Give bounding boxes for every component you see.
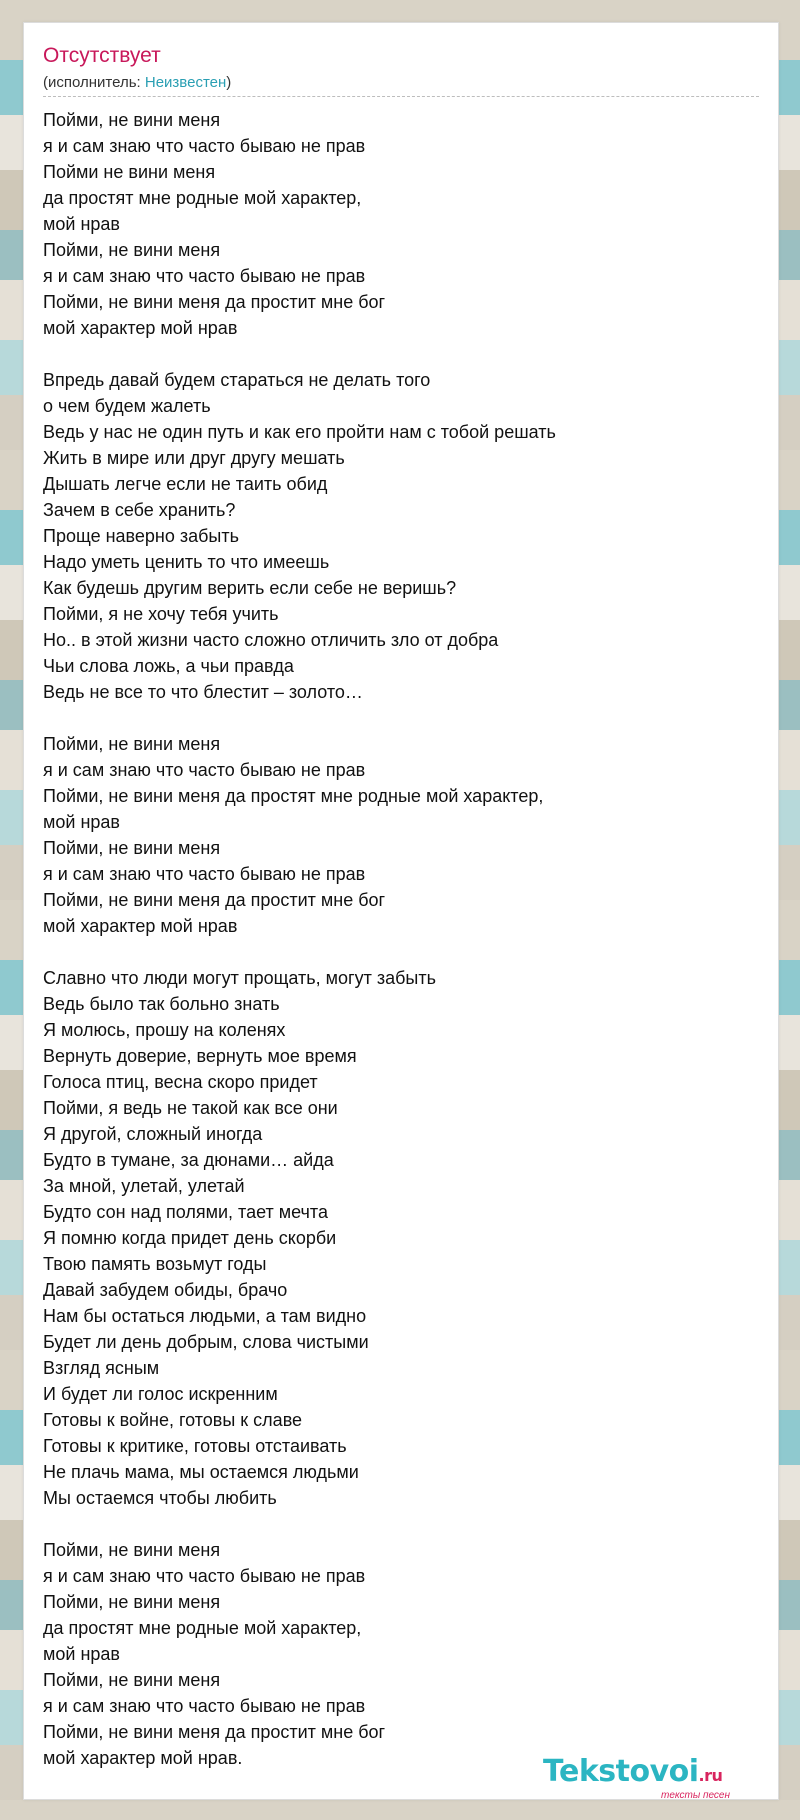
stanza-break [43,1511,759,1537]
lyric-line: я и сам знаю что часто бываю не прав [43,760,366,780]
artist-link[interactable]: Неизвестен [144,74,227,91]
lyric-line: Пойми, не вини меня [43,110,221,130]
lyric-line: мой характер мой нрав [43,318,238,338]
lyric-line: Будет ли день добрым, слова чистыми [43,1332,369,1352]
lyric-line: Я другой, сложный иногда [43,1124,263,1144]
lyric-line: Вернуть доверие, вернуть мое время [43,1046,357,1066]
lyric-line: да простят мне родные мой характер, [43,188,362,208]
lyric-line: да простят мне родные мой характер, [43,1618,362,1638]
lyric-line: Мы остаемся чтобы любить [43,1488,277,1508]
stanza-break [43,341,759,367]
lyric-line: Пойми, не вини меня [43,1670,221,1690]
lyric-line: Пойми, не вини меня да простит мне бог [43,890,386,910]
lyric-line: я и сам знаю что часто бываю не прав [43,136,366,156]
logo-main-text: Tekstovoi [543,1754,699,1789]
logo-tagline: тексты песен [661,1790,730,1801]
lyric-line: Готовы к критике, готовы отстаивать [43,1436,347,1456]
lyric-line: Жить в мире или друг другу мешать [43,448,345,468]
lyric-line: Пойми, я не хочу тебя учить [43,604,279,624]
title-divider [43,96,759,97]
lyric-line: И будет ли голос искренним [43,1384,278,1404]
lyrics-body [43,107,759,1771]
lyric-line: Я помню когда придет день скорби [43,1228,337,1248]
artist-prefix: (исполнитель: [43,74,145,91]
artist-line [43,74,231,91]
lyrics-card [23,22,779,1800]
lyric-line: Пойми, не вини меня [43,240,221,260]
lyric-line: Надо уметь ценить то что имеешь [43,552,330,572]
lyric-line: Пойми не вини меня [43,162,216,182]
lyric-line: Будто в тумане, за дюнами… айда [43,1150,334,1170]
lyric-line: Ведь было так больно знать [43,994,280,1014]
lyric-line: Пойми, не вини меня [43,838,221,858]
lyric-line: Ведь не все то что блестит – золото… [43,682,363,702]
lyric-line: Твою память возьмут годы [43,1254,267,1274]
lyric-line: Впредь давай будем стараться не делать того [43,370,431,390]
song-title: Отсутствует [43,44,161,67]
lyric-line: Готовы к войне, готовы к славе [43,1410,303,1430]
lyric-line: я и сам знаю что часто бываю не прав [43,266,366,286]
lyric-line: Давай забудем обиды, брачо [43,1280,288,1300]
lyric-line: Не плачь мама, мы остаемся людьми [43,1462,359,1482]
lyric-line: мой нрав [43,214,120,234]
lyric-line: мой нрав [43,812,120,832]
lyric-line: Славно что люди могут прощать, могут забыть [43,968,436,988]
lyric-line: Как будешь другим верить если себе не веришь? [43,578,457,598]
lyric-line: Взгляд ясным [43,1358,160,1378]
lyric-line: Пойми, не вини меня [43,734,221,754]
lyric-line: я и сам знаю что часто бываю не прав [43,1566,366,1586]
lyric-line: За мной, улетай, улетай [43,1176,245,1196]
lyric-line: Проще наверно забыть [43,526,239,546]
lyric-line: Пойми, не вини меня да простит мне бог [43,1722,386,1742]
lyric-line: Пойми, не вини меня [43,1540,221,1560]
artist-suffix: ) [226,74,232,91]
lyric-line: Чьи слова ложь, а чьи правда [43,656,294,676]
lyric-line: Голоса птиц, весна скоро придет [43,1072,318,1092]
lyric-line: Но.. в этой жизни часто сложно отличить зло от добра [43,630,499,650]
lyric-line: о чем будем жалеть [43,396,211,416]
lyric-line: Пойми, не вини меня да простят мне родные мой характер, [43,786,544,806]
logo-wordmark [543,1754,722,1789]
logo-domain-suffix: .ru [698,1766,723,1785]
lyric-line: я и сам знаю что часто бываю не прав [43,1696,366,1716]
lyric-line: Пойми, не вини меня [43,1592,221,1612]
lyric-line: Будто сон над полями, тает мечта [43,1202,328,1222]
lyric-line: Дышать легче если не таить обид [43,474,328,494]
lyric-line: я и сам знаю что часто бываю не прав [43,864,366,884]
lyric-line: Пойми, я ведь не такой как все они [43,1098,338,1118]
lyric-line: Зачем в себе хранить? [43,500,236,520]
lyric-line: мой характер мой нрав. [43,1748,243,1768]
lyric-line: мой характер мой нрав [43,916,238,936]
lyric-line: Пойми, не вини меня да простит мне бог [43,292,386,312]
stanza-break [43,939,759,965]
stanza-break [43,705,759,731]
lyric-line: Нам бы остаться людьми, а там видно [43,1306,367,1326]
lyric-line: Ведь у нас не один путь и как его пройти нам с тобой решать [43,422,556,442]
lyric-line: мой нрав [43,1644,120,1664]
site-logo[interactable] [543,1754,773,1800]
lyric-line: Я молюсь, прошу на коленях [43,1020,286,1040]
